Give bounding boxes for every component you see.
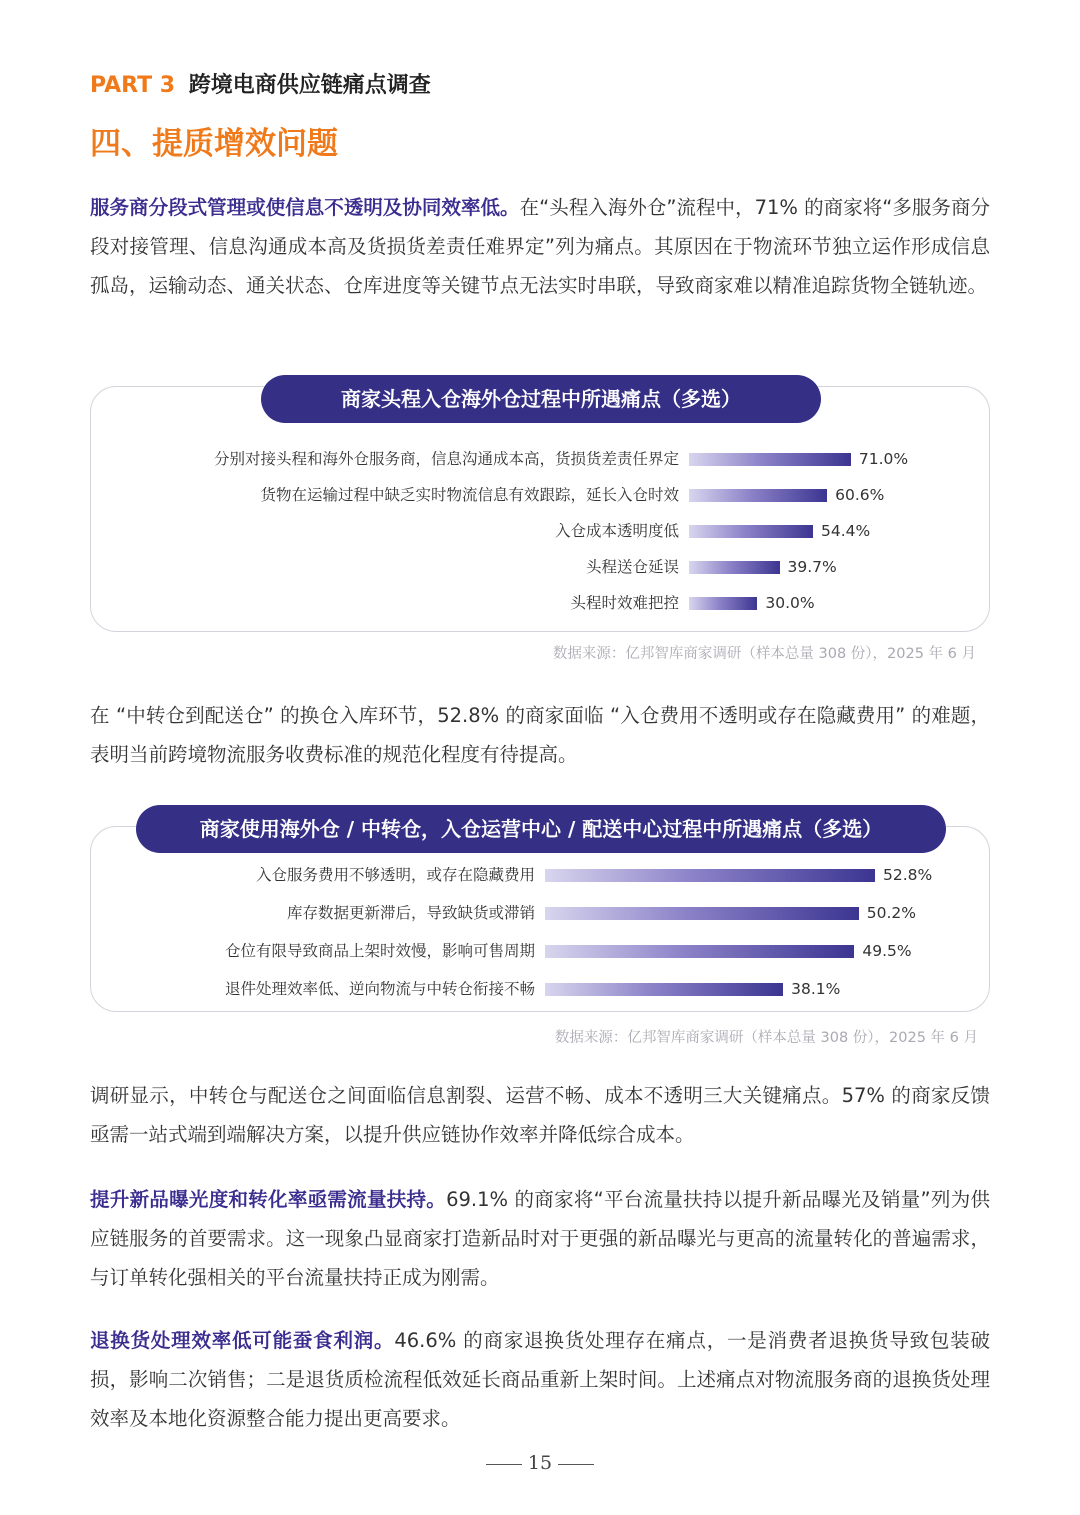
page-number [0, 1452, 1080, 1474]
chart-row [91, 903, 989, 923]
bar-value-label: 60.6% [835, 486, 885, 504]
part-tag: PART 3 [90, 73, 176, 98]
paragraph-lead: 退换货处理效率低可能蚕食利润。 [90, 1329, 395, 1352]
bar [545, 907, 859, 920]
bar [689, 525, 813, 538]
bar [689, 561, 780, 574]
chart-row [91, 449, 989, 469]
bar-category-label: 分别对接头程和海外仓服务商，信息沟通成本高，货损货差责任界定 [213, 450, 679, 468]
bar-category-label: 库存数据更新滞后，导致缺货或滞销 [286, 904, 535, 922]
bar-category-label: 头程送仓延误 [585, 558, 679, 576]
bar-value-label: 39.7% [787, 558, 837, 576]
bar-value-label: 54.4% [821, 522, 871, 540]
bar-value-label: 52.8% [883, 866, 933, 884]
data-source-note: 数据来源：亿邦智库商家调研（样本总量 308 份），2025 年 6 月 [552, 646, 976, 662]
paragraph-body: 69.1% 的商家将“平台流量扶持以提升新品曝光及销量”列为供应链服务的首要需求。这一现象凸显商家打造新品时对于更强的新品曝光与更高的流量转化的普遍需求，与订单转化强相关的平台流量扶持正成为刚需。 [90, 1188, 990, 1289]
paragraph-body: 在 “中转仓到配送仓” 的换仓入库环节，52.8% 的商家面临 “入仓费用不透明或存在隐藏费用” 的难题，表明当前跨境物流服务收费标准的规范化程度有待提高。 [90, 704, 990, 766]
bar [689, 453, 851, 466]
paragraph-body: 在“头程入海外仓”流程中，71% 的商家将“多服务商分段对接管理、信息沟通成本高及货损货差责任难界定”列为痛点。其原因在于物流环节独立运作形成信息孤岛，运输动态、通关状态、仓库进度等关键节点无法实时串联，导致商家难以精准追踪货物全链轨迹。 [90, 196, 990, 297]
chart-transit-warehouse-pain-points [90, 817, 990, 1012]
bar-category-label: 仓位有限导致商品上架时效慢，影响可售周期 [224, 942, 535, 960]
paragraph-body: 调研显示，中转仓与配送仓之间面临信息割裂、运营不畅、成本不透明三大关键痛点。57% 的商家反馈亟需一站式端到端解决方案，以提升供应链协作效率并降低综合成本。 [90, 1084, 990, 1146]
paragraph-body: 46.6% 的商家退换货处理存在痛点，一是消费者退换货导致包装破损，影响二次销售；二是退货质检流程低效延长商品重新上架时间。上述痛点对物流服务商的退换货处理效率及本地化资源整合能力提出更高要求。 [90, 1329, 990, 1430]
chart-row [91, 865, 989, 885]
page-number-text: 15 [527, 1452, 553, 1474]
part-heading [90, 68, 431, 99]
paragraph-lead: 服务商分段式管理或使信息不透明及协同效率低。 [90, 196, 520, 219]
bar [689, 597, 757, 610]
part-title: 跨境电商供应链痛点调查 [188, 73, 431, 98]
bar-category-label: 退件处理效率低、逆向物流与中转仓衔接不畅 [224, 980, 535, 998]
paragraph-traffic-support [90, 1180, 990, 1297]
paragraph-info-transparency [90, 188, 990, 305]
bar-category-label: 头程时效难把控 [570, 594, 679, 612]
chart-row [91, 521, 989, 541]
paragraph-warehouse-fees [90, 696, 990, 774]
bar [545, 983, 783, 996]
bar [689, 489, 827, 502]
bar-category-label: 入仓成本透明度低 [554, 522, 679, 540]
data-source-note: 数据来源：亿邦智库商家调研（样本总量 308 份），2025 年 6 月 [554, 1030, 978, 1046]
chart-first-leg-pain-points [90, 386, 990, 632]
paragraph-survey-findings [90, 1076, 990, 1154]
section-title: 四、提质增效问题 [90, 126, 338, 162]
chart-title: 商家使用海外仓 / 中转仓，入仓运营中心 / 配送中心过程中所遇痛点（多选） [136, 805, 946, 853]
chart-row [91, 941, 989, 961]
bar-value-label: 49.5% [862, 942, 912, 960]
bar-value-label: 30.0% [765, 594, 815, 612]
bar [545, 869, 875, 882]
page-number-dash-left [486, 1464, 522, 1465]
paragraph-returns [90, 1321, 990, 1438]
chart-row [91, 485, 989, 505]
bar-category-label: 货物在运输过程中缺乏实时物流信息有效跟踪，延长入仓时效 [260, 486, 679, 504]
chart-title: 商家头程入仓海外仓过程中所遇痛点（多选） [261, 375, 821, 423]
bar-value-label: 50.2% [866, 904, 916, 922]
bar-value-label: 71.0% [858, 450, 909, 468]
bar [545, 945, 854, 958]
page-number-dash-right [558, 1464, 594, 1465]
paragraph-lead: 提升新品曝光度和转化率亟需流量扶持。 [90, 1188, 447, 1211]
chart-row [91, 593, 989, 613]
chart-row [91, 979, 989, 999]
bar-category-label: 入仓服务费用不够透明，或存在隐藏费用 [255, 866, 535, 884]
chart-row [91, 557, 989, 577]
bar-value-label: 38.1% [791, 980, 841, 998]
